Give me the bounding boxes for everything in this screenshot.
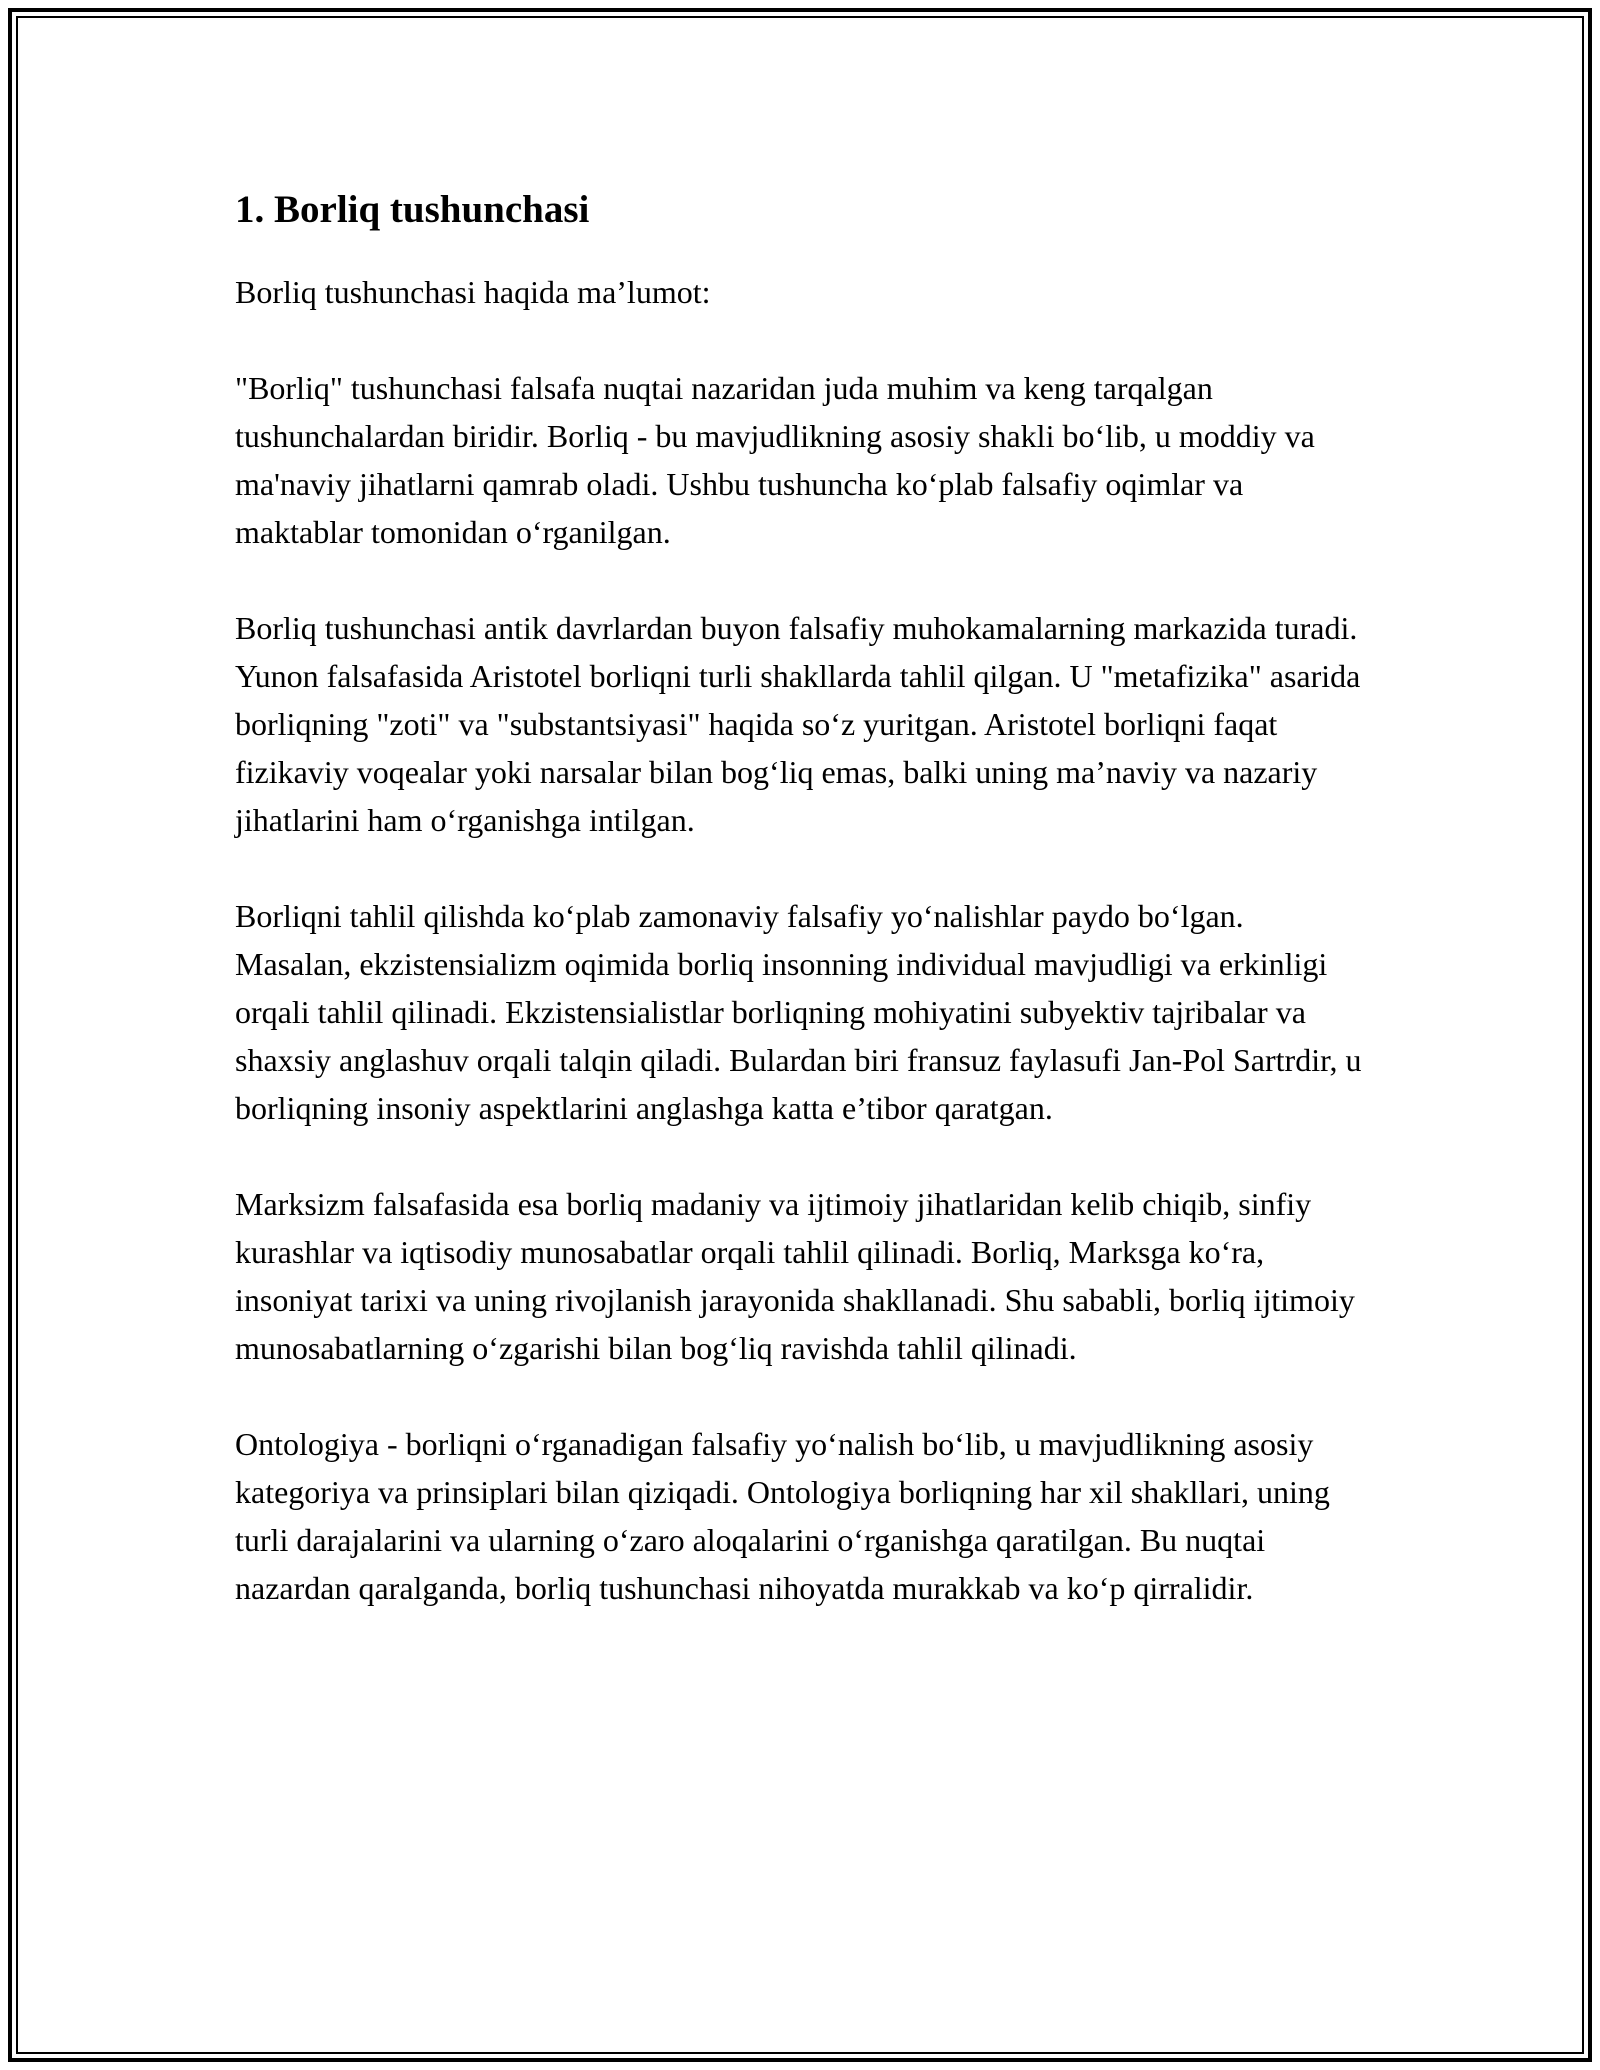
- intro-line: Borliq tushunchasi haqida ma’lumot:: [235, 274, 711, 310]
- paragraph-4: Marksizm falsafasida esa borliq madaniy va ijtimoiy jihatlaridan kelib chiqib, sinfiy kurashlar va iqtisodiy munosabatlar orqali tahlil qilinadi. Borliq, Marksga ko‘ra, insoniyat tarixi va uning rivojlanish jarayonida shakllanadi. Shu sababli, borliq ijtimoiy munosabatlarning o‘zgarishi bilan bog‘liq ravishda tahlil qilinadi.: [235, 1186, 1355, 1366]
- paragraph-1: "Borliq" tushunchasi falsafa nuqtai nazaridan juda muhim va keng tarqalgan tushunchalardan biridir. Borliq - bu mavjudlikning asosiy shakli bo‘lib, u moddiy va ma'naviy jihatlarni qamrab oladi. Ushbu tushuncha ko‘plab falsafiy oqimlar va maktablar tomonidan o‘rganilgan.: [235, 370, 1315, 550]
- section-heading: 1. Borliq tushunchasi: [235, 188, 590, 231]
- document-body: [235, 186, 1365, 1612]
- paragraph-3: Borliqni tahlil qilishda ko‘plab zamonaviy falsafiy yo‘nalishlar paydo bo‘lgan. Masalan, ekzistensializm oqimida borliq insonning individual mavjudligi va erkinligi orqali tahlil qilinadi. Ekzistensialistlar borliqning mohiyatini subyektiv tajribalar va shaxsiy anglashuv orqali talqin qiladi. Bulardan biri fransuz faylasufi Jan-Pol Sartrdir, u borliqning insoniy aspektlarini anglashga katta e’tibor qaratgan.: [235, 898, 1362, 1126]
- paragraph-5: Ontologiya - borliqni o‘rganadigan falsafiy yo‘nalish bo‘lib, u mavjudlikning asosiy kategoriya va prinsiplari bilan qiziqadi. Ontologiya borliqning har xil shakllari, uning turli darajalarini va ularning o‘zaro aloqalarini o‘rganishga qaratilgan. Bu nuqtai nazardan qaralganda, borliq tushunchasi nihoyatda murakkab va ko‘p qirralidir.: [235, 1426, 1330, 1606]
- paragraph-2: Borliq tushunchasi antik davrlardan buyon falsafiy muhokamalarning markazida turadi. Yunon falsafasida Aristotel borliqni turli shakllarda tahlil qilgan. U "metafizika" asarida borliqning "zoti" va "substantsiyasi" haqida so‘z yuritgan. Aristotel borliqni faqat fizikaviy voqealar yoki narsalar bilan bog‘liq emas, balki uning ma’naviy va nazariy jihatlarini ham o‘rganishga intilgan.: [235, 610, 1361, 838]
